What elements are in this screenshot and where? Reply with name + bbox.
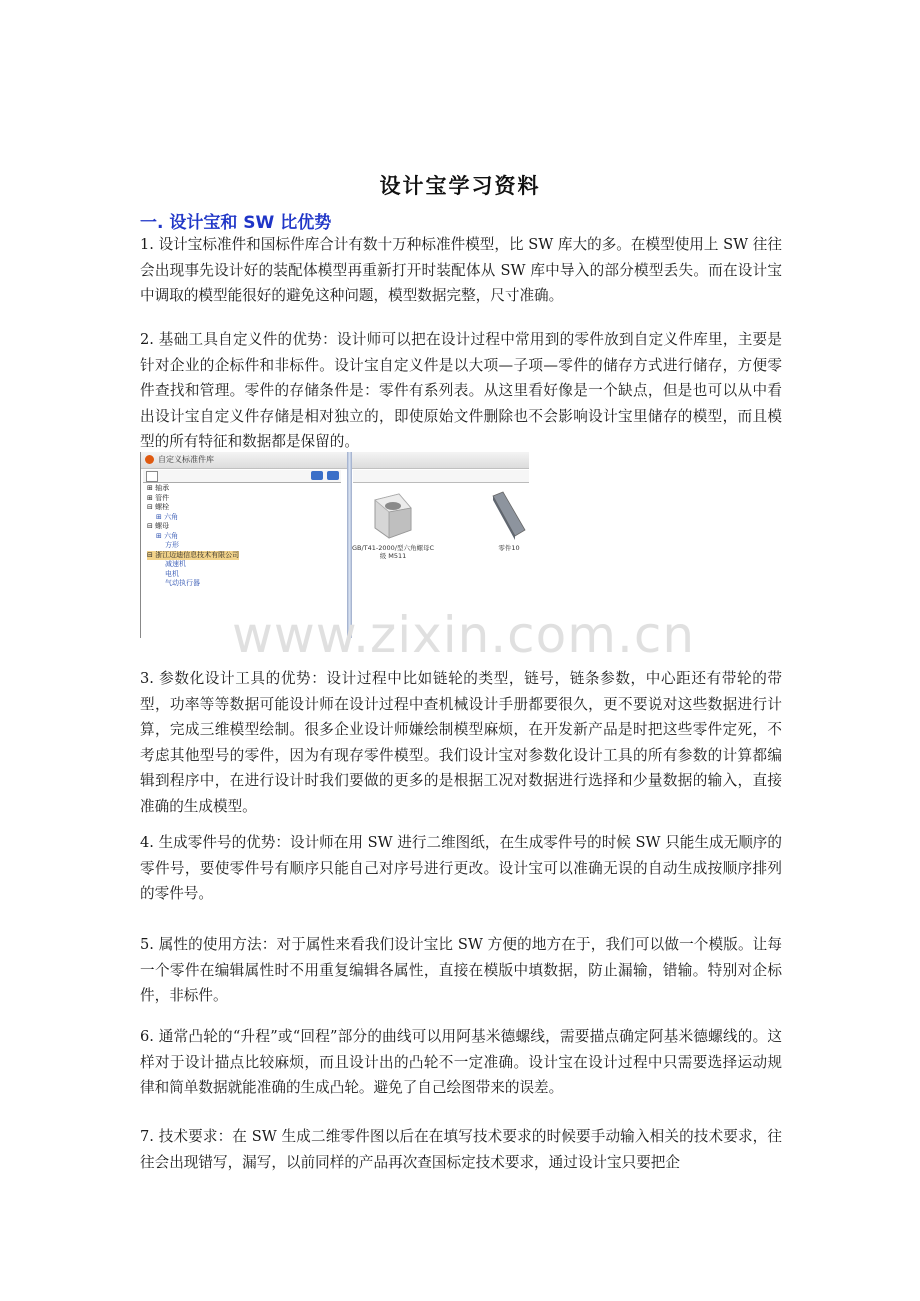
tree-node[interactable]: ⊞ 轴承 (147, 484, 170, 492)
part-item-hex-nut (351, 490, 435, 560)
screenshot-titlebar (141, 452, 529, 469)
toolbar-button-icon (311, 471, 323, 480)
tree-node[interactable]: ⊞ 六角 (156, 531, 179, 540)
paragraph-4: 4. 生成零件号的优势：设计师在用 SW 进行二维图纸，在生成零件号的时候 SW 只能生成无顺序的零件号，要使零件号有顺序只能自己对序号进行更改。设计宝可以准确无误的自动生成按顺序排列的零件号。 (140, 834, 782, 902)
part-item-plate (489, 490, 529, 550)
hex-nut-model-icon (361, 490, 421, 546)
tree-node[interactable]: 电机 (165, 569, 179, 578)
tree-node[interactable]: ⊞ 管件 (147, 493, 170, 502)
toolbar-button-icon (327, 471, 339, 480)
part-caption: GB/T41-2000/型六角螺母C级 M511 (351, 544, 435, 560)
part-caption: 零件10 (498, 544, 520, 552)
tree-node[interactable]: ⊟ 螺栓 (147, 503, 170, 511)
paragraph-3: 3. 参数化设计工具的优势：设计过程中比如链轮的类型，链号，链条参数，中心距还有带轮的带型，功率等等数据可能设计师在设计过程中查机械设计手册都要很久，更不要说对这些数据进行计算，完成三维模型绘制。很多企业设计师嫌绘制模型麻烦，在开发新产品是时把这些零件定死，不考虑其他型号的零件，因为有现存零件模型。我们设计宝对参数化设计工具的所有参数的计算都编辑到程序中，在进行设计时我们要做的更多的是根据工况对数据进行选择和少量数据的输入，直接准确的生成模型。 (140, 670, 782, 815)
paragraph-1: 1. 设计宝标准件和国标件库合计有数十万种标准件模型，比 SW 库大的多。在模型使用上 SW 往往会出现事先设计好的装配体模型再重新打开时装配体从 SW 库中导入的部分模型丢失。而在设计宝中调取的模型能很好的避免这种问题，模型数据完整，尺寸准确。 (140, 236, 782, 304)
tree-node[interactable]: ⊟ 浙江迈迪信息技术有限公司 (147, 550, 240, 559)
section-heading: 一. 设计宝和 SW 比优势 (140, 213, 332, 233)
screenshot-window-title: 自定义标准件库 (158, 455, 214, 464)
paragraph-6: 6. 通常凸轮的“升程”或“回程”部分的曲线可以用阿基米德螺线，需要描点确定阿基米德螺线的。这样对于设计描点比较麻烦，而且设计出的凸轮不一定准确。设计宝在设计过程中只需要选择运动规律和简单数据就能准确的生成凸轮。避免了自己绘图带来的误差。 (140, 1028, 782, 1096)
tree-node[interactable]: 气动执行器 (165, 579, 200, 587)
parts-toolbar (353, 470, 529, 483)
paragraph-2: 2. 基础工具自定义件的优势：设计师可以把在设计过程中常用到的零件放到自定义件库里，主要是针对企业的企标件和非标件。设计宝自定义件是以大项—子项—零件的储存方式进行储存，方便零件查找和管理。零件的存储条件是：零件有系列表。从这里看好像是一个缺点，但是也可以从中看出设计宝自定义件存储是相对独立的，即使原始文件删除也不会影响设计宝里储存的模型，而且模型的所有特征和数据都是保留的。 (140, 331, 782, 450)
tree-node[interactable]: ⊟ 螺母 (147, 522, 170, 530)
paragraph-5: 5. 属性的使用方法：对于属性来看我们设计宝比 SW 方便的地方在于，我们可以做一个模版。让每一个零件在编辑属性时不用重复编辑各属性，直接在模版中填数据，防止漏输，错输。特别对企标件，非标件。 (140, 936, 782, 1004)
folder-icon (146, 471, 158, 482)
tree-toolbar (143, 470, 341, 483)
paragraph-7: 7. 技术要求：在 SW 生成二维零件图以后在在填写技术要求的时候要手动输入相关的技术要求，往往会出现错写，漏写，以前同样的产品再次查国标定技术要求，通过设计宝只要把企 (140, 1128, 782, 1171)
watermark: www.zixin.com.cn (232, 606, 696, 664)
tree-node[interactable]: 减速机 (165, 560, 186, 568)
tree-node[interactable]: 方形 (165, 541, 179, 549)
plate-model-icon (489, 490, 529, 546)
document-title: 设计宝学习资料 (379, 173, 541, 198)
app-logo-icon (145, 455, 154, 464)
category-tree (147, 484, 239, 589)
tree-node[interactable]: ⊞ 六角 (156, 512, 179, 521)
